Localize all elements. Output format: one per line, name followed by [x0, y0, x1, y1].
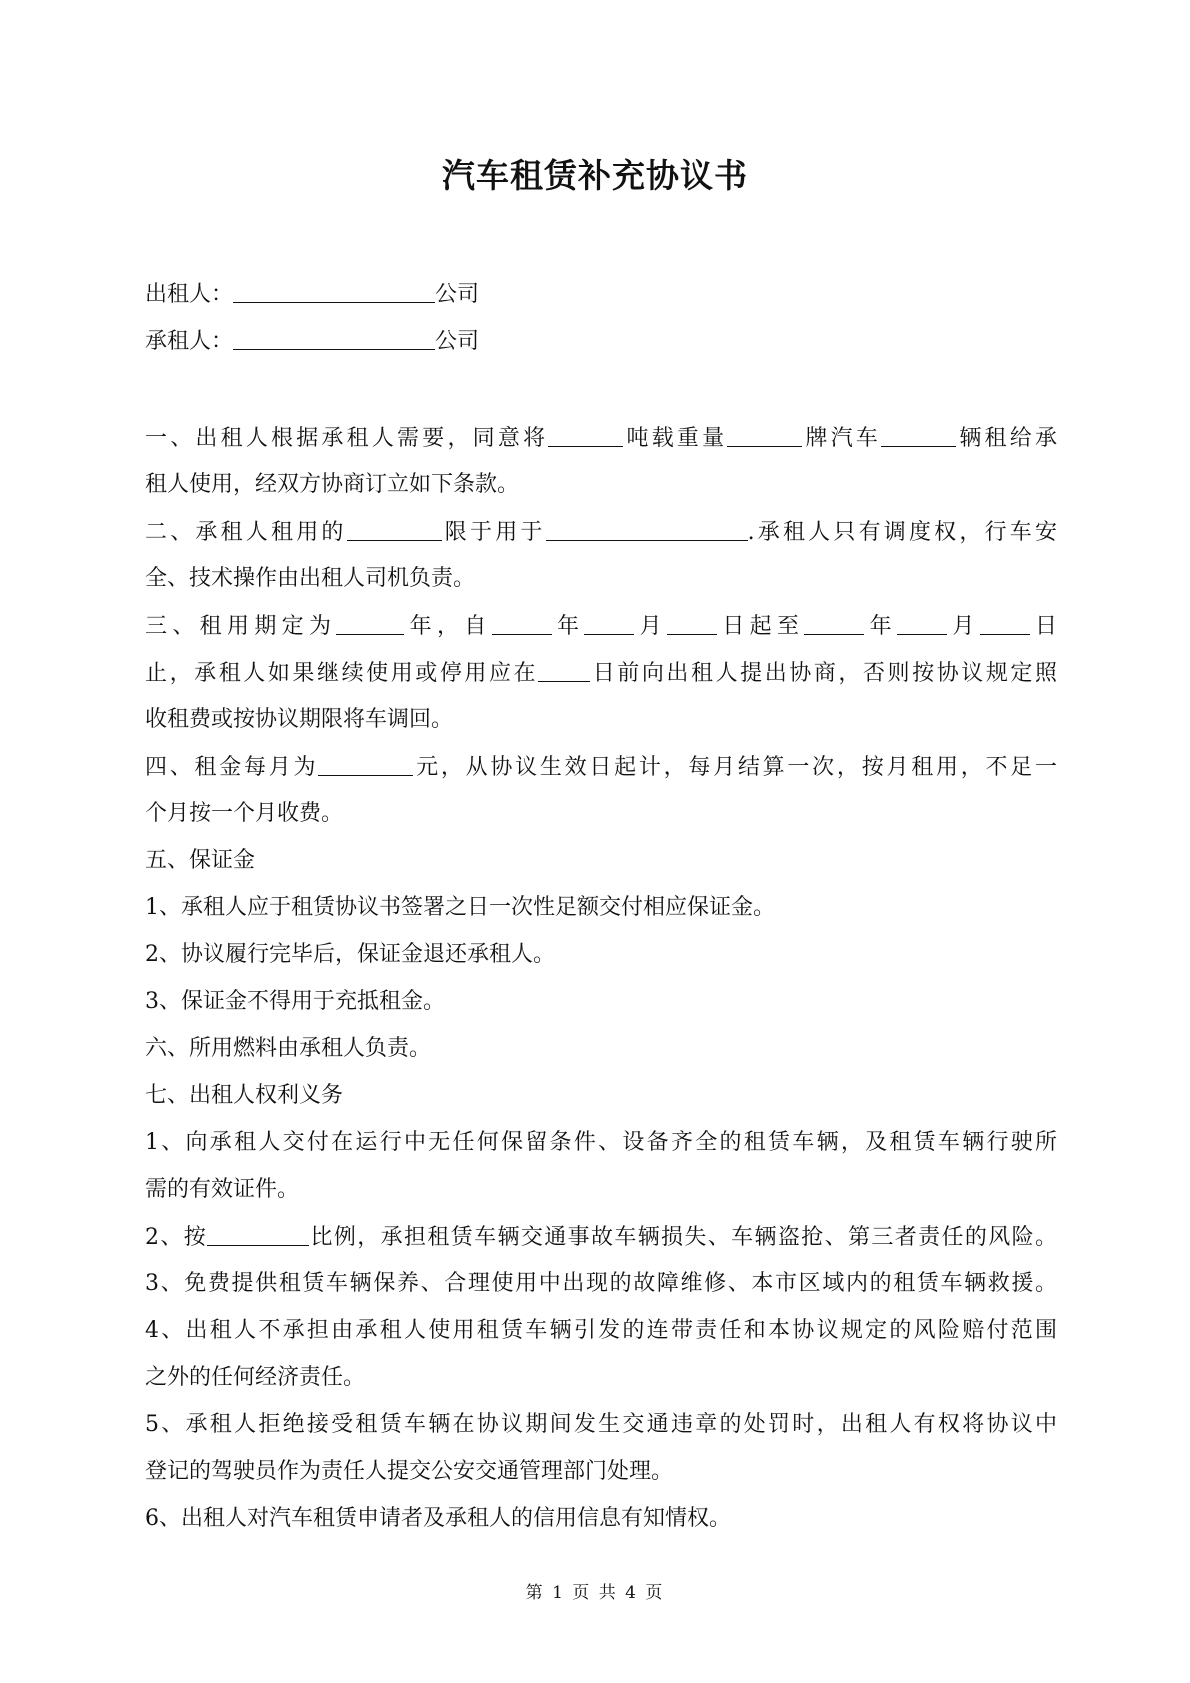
clause-7-item-2: [145, 1223, 1057, 1270]
clause-1-line-1: [145, 424, 1057, 471]
clause-7-item-3: [145, 1270, 1057, 1317]
lessee-label: 承租人：: [145, 329, 234, 354]
clause-text: 吨载重量: [623, 426, 728, 451]
clause-text: 月: [634, 614, 667, 639]
clause-text: 月: [946, 614, 980, 639]
clause-text: 日起至: [716, 614, 805, 639]
clause-7-heading: [145, 1082, 1057, 1129]
clause-text: 五、保证金: [145, 848, 256, 873]
clause-text: 四、租金每月为: [145, 755, 319, 780]
clause-text: 二、承租人租用的: [145, 520, 347, 545]
usage-blank: [546, 518, 748, 541]
clause-text: 比例，承担租赁车辆交通事故车辆损失、车辆盗抢、第三者责任的风险。: [309, 1225, 1057, 1250]
vehicle-blank: [347, 518, 442, 541]
clause-text: 六、所用燃料由承租人负责。: [145, 1036, 432, 1061]
parties-block: [145, 280, 1065, 374]
clause-text: 2、按: [145, 1225, 208, 1250]
clause-text: 日前向出租人提出协商，否则按协议规定照: [590, 661, 1057, 686]
end-year-blank: [804, 612, 864, 635]
clause-text: 之外的任何经济责任。: [145, 1365, 366, 1390]
clause-4-line-1: [145, 753, 1057, 800]
end-month-blank: [897, 612, 947, 635]
clause-7-item-6: [145, 1505, 1057, 1552]
lessee-suffix: 公司: [435, 329, 480, 354]
clause-text: 4、出租人不承担由承租人使用租赁车辆引发的连带责任和本协议规定的风险赔付范围: [145, 1318, 1057, 1343]
lessor-name-blank: [233, 280, 435, 303]
clause-2-line-1: [145, 518, 1057, 565]
clause-text: 个月按一个月收费。: [145, 801, 344, 826]
end-day-blank: [980, 612, 1030, 635]
term-years-blank: [336, 612, 404, 635]
clause-text: 一、出租人根据承租人需要，同意将: [145, 426, 549, 451]
clause-6: [145, 1035, 1057, 1082]
clause-4-line-2: [145, 800, 1057, 847]
lessor-label: 出租人：: [145, 282, 234, 307]
clause-text: 5、承租人拒绝接受租赁车辆在协议期间发生交通违章的处罚时，出租人有权将协议中: [145, 1412, 1057, 1437]
clause-text: 七、出租人权利义务: [145, 1083, 344, 1108]
clause-text: .承租人只有调度权，行车安: [747, 520, 1057, 545]
clause-7-item-5-line-1: [145, 1411, 1057, 1458]
brand-blank: [727, 424, 802, 447]
clause-7-item-4-line-1: [145, 1317, 1057, 1364]
clause-7-item-1-line-2: [145, 1176, 1057, 1223]
clause-text: 元，从协议生效日起计，每月结算一次，按月租用，不足一: [413, 755, 1057, 780]
clause-7-item-4-line-2: [145, 1364, 1057, 1411]
start-year-blank: [492, 612, 552, 635]
lessee-name-blank: [233, 327, 435, 350]
clause-5-heading: [145, 847, 1057, 894]
clause-text: 三、租用期定为: [145, 614, 337, 639]
page-footer: 第 1 页 共 4 页: [525, 1583, 665, 1603]
clause-3-line-1: [145, 612, 1057, 659]
notice-days-blank: [538, 659, 590, 682]
risk-ratio-blank: [207, 1223, 309, 1246]
clause-text: 1、向承租人交付在运行中无任何保留条件、设备齐全的租赁车辆，及租赁车辆行驶所: [145, 1130, 1057, 1155]
clause-text: 1、承租人应于租赁协议书签署之日一次性足额交付相应保证金。: [145, 895, 775, 920]
clause-text: 牌汽车: [802, 426, 882, 451]
clause-5-item-2: [145, 941, 1057, 988]
clause-2-line-2: [145, 565, 1057, 612]
clause-5-item-3: [145, 988, 1057, 1035]
clause-text: 3、免费提供租赁车辆保养、合理使用中出现的故障维修、本市区域内的租赁车辆救援。: [145, 1271, 1057, 1296]
clause-text: 年: [864, 614, 897, 639]
lessee-line: [145, 327, 1065, 374]
start-day-blank: [667, 612, 717, 635]
clause-1-line-2: [145, 471, 1057, 518]
clause-3-line-3: [145, 706, 1057, 753]
clause-7-item-1-line-1: [145, 1129, 1057, 1176]
clause-text: 收租费或按协议期限将车调回。: [145, 707, 454, 732]
rent-amount-blank: [318, 753, 413, 776]
clause-text: 辆租给承: [956, 426, 1057, 451]
clause-7-item-5-line-2: [145, 1458, 1057, 1505]
clause-text: 止，承租人如果继续使用或停用应在: [145, 661, 539, 686]
lessor-suffix: 公司: [435, 282, 480, 307]
clause-text: 限于用于: [441, 520, 546, 545]
clause-3-line-2: [145, 659, 1057, 706]
clause-text: 登记的驾驶员作为责任人提交公安交通管理部门处理。: [145, 1459, 674, 1484]
clauses-body: [145, 424, 1057, 1552]
vehicle-count-blank: [881, 424, 956, 447]
clause-text: 全、技术操作由出租人司机负责。: [145, 566, 476, 591]
start-month-blank: [584, 612, 634, 635]
clause-5-item-1: [145, 894, 1057, 941]
clause-text: 需的有效证件。: [145, 1177, 300, 1202]
clause-text: 2、协议履行完毕后，保证金退还承租人。: [145, 942, 555, 967]
clause-text: 日: [1029, 614, 1057, 639]
clause-text: 6、出租人对汽车租赁申请者及承租人的信用信息有知情权。: [145, 1506, 731, 1531]
clause-text: 年: [551, 614, 585, 639]
clause-text: 3、保证金不得用于充抵租金。: [145, 989, 445, 1014]
document-title: 汽车租赁补充协议书: [442, 156, 748, 195]
clause-text: 年，自: [404, 614, 492, 639]
clause-text: 租人使用，经双方协商订立如下条款。: [145, 472, 520, 497]
lessor-line: [145, 280, 1065, 327]
tonnage-blank: [548, 424, 623, 447]
